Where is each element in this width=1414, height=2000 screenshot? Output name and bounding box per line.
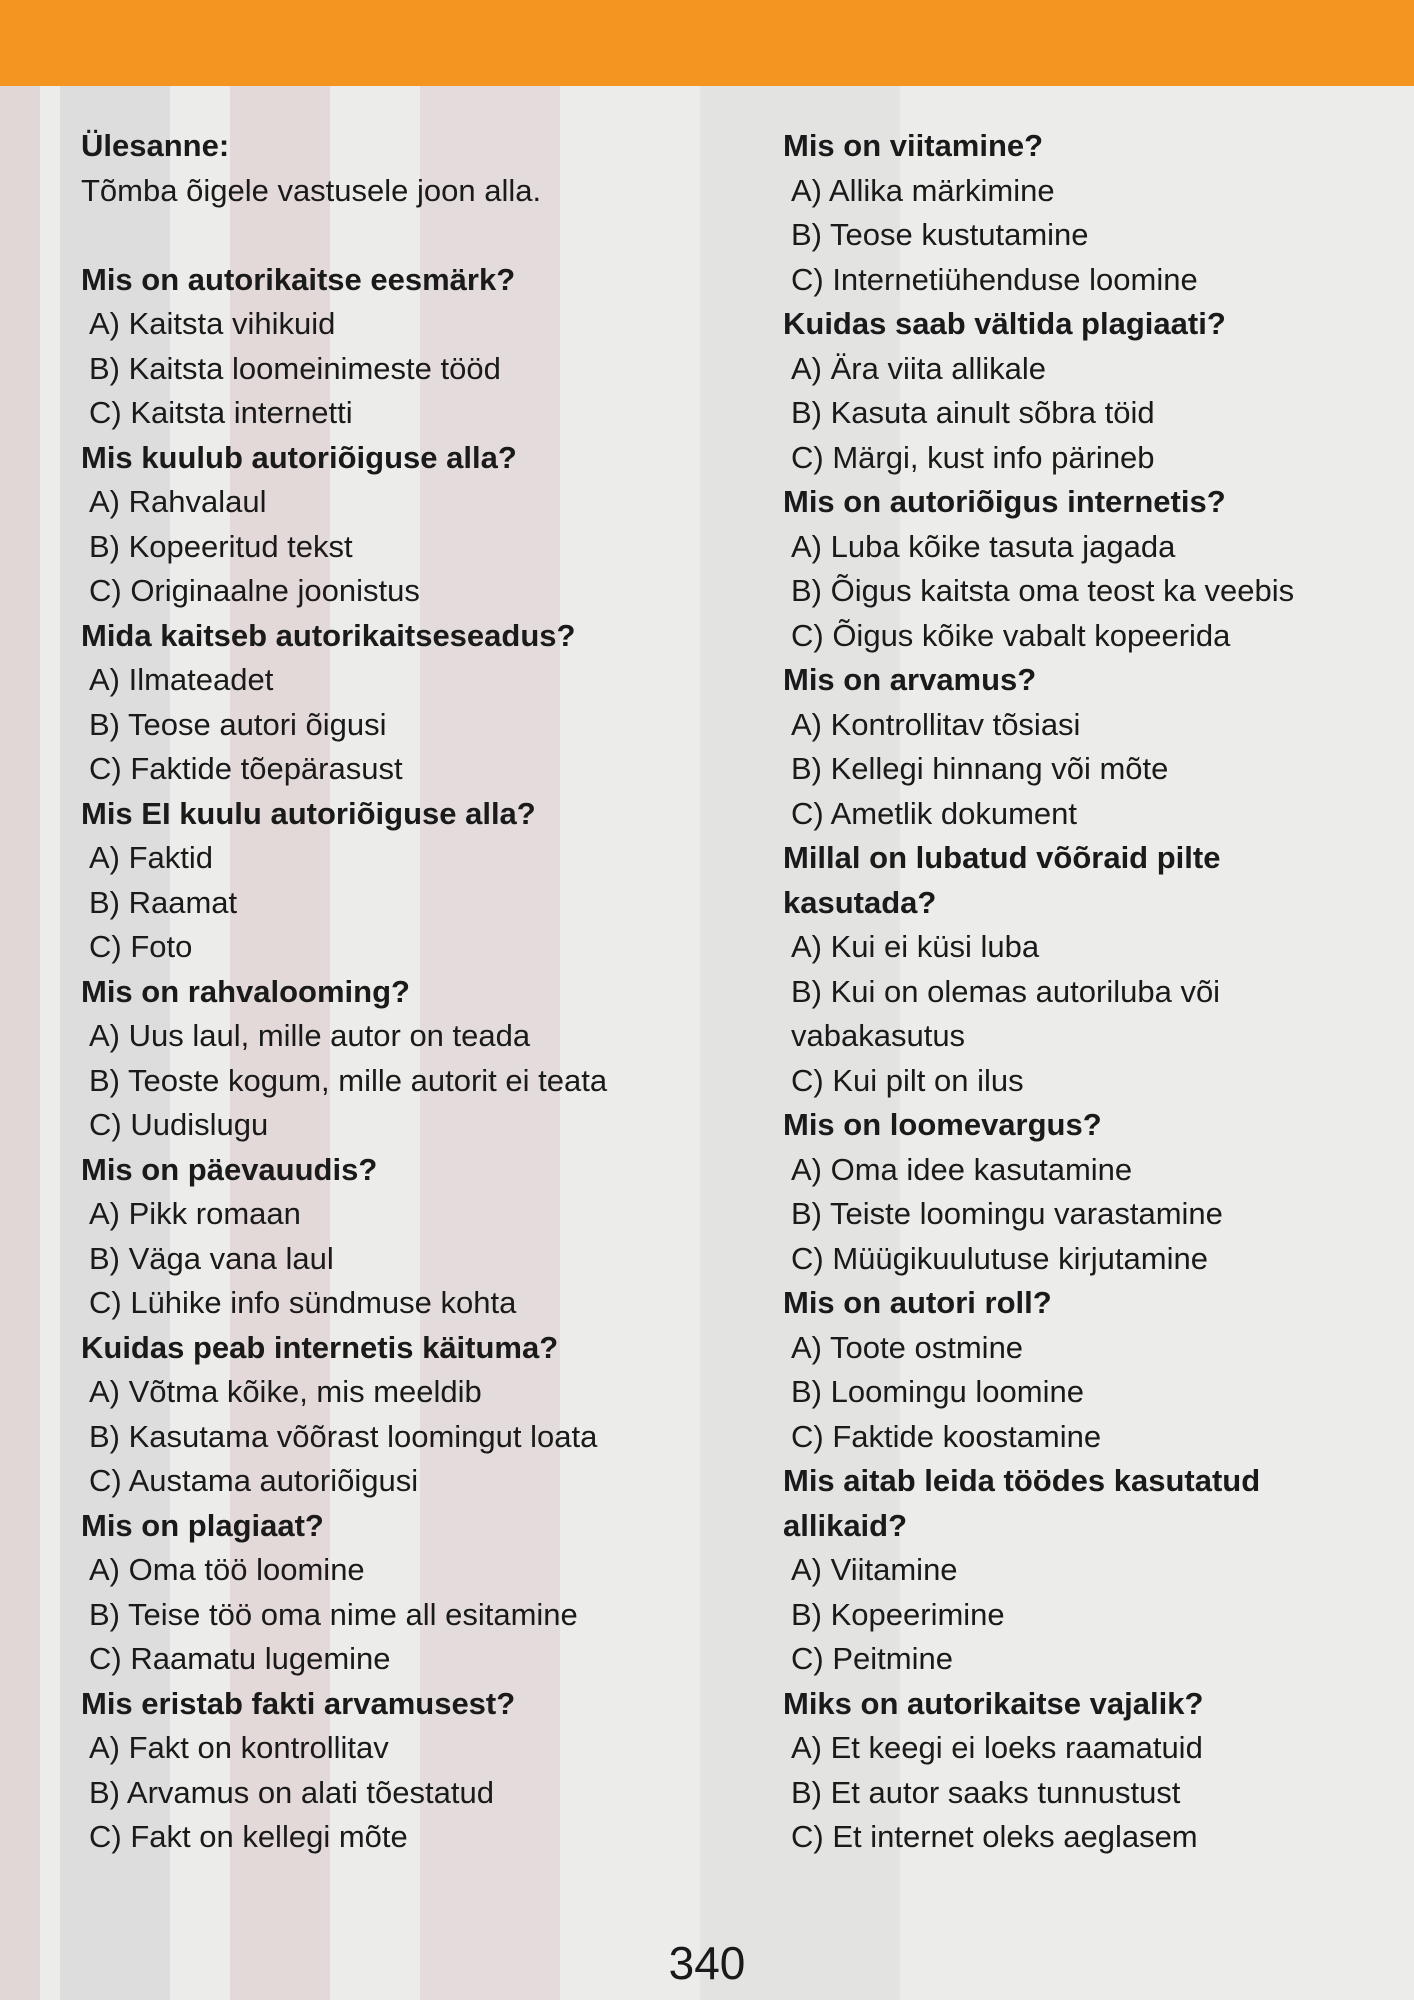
answer-option-a[interactable]: A) Luba kõike tasuta jagada bbox=[791, 528, 1176, 564]
question-block bbox=[783, 1459, 1343, 1682]
answer-option-b[interactable]: B) Teose autori õigusi bbox=[89, 706, 387, 742]
answer-option-c[interactable]: C) Et internet oleks aeglasem bbox=[791, 1819, 1198, 1854]
answer-option-a[interactable]: A) Viitamine bbox=[791, 1552, 958, 1587]
answer-option-a[interactable]: A) Rahvalaul bbox=[89, 484, 267, 519]
question-text: Miks on autorikaitse vajalik? bbox=[783, 1685, 1204, 1721]
question-text: Millal on lubatud võõraid pilte kasutada? bbox=[783, 840, 1221, 920]
task-title: Ülesanne: bbox=[81, 128, 230, 163]
answer-option-a[interactable]: A) Pikk romaan bbox=[89, 1196, 301, 1231]
answer-option-a[interactable]: A) Toote ostmine bbox=[791, 1329, 1024, 1365]
question-block bbox=[783, 1682, 1343, 1860]
answer-option-a[interactable]: A) Võtma kõike, mis meeldib bbox=[89, 1374, 482, 1409]
answer-option-c[interactable]: C) Faktide koostamine bbox=[791, 1418, 1102, 1454]
question-block bbox=[783, 658, 1343, 836]
question-text: Mis on arvamus? bbox=[783, 662, 1037, 697]
answer-option-c[interactable]: C) Müügikuulutuse kirjutamine bbox=[791, 1240, 1208, 1276]
answer-option-a[interactable]: A) Oma töö loomine bbox=[89, 1552, 365, 1587]
question-block bbox=[783, 124, 1343, 302]
answer-option-b[interactable]: B) Kasutama võõrast loomingut loata bbox=[89, 1418, 598, 1454]
answer-option-a[interactable]: A) Kui ei küsi luba bbox=[791, 929, 1040, 964]
answer-option-c[interactable]: C) Peitmine bbox=[791, 1641, 953, 1676]
question-text: Mis on autoriõigus internetis? bbox=[783, 484, 1226, 519]
question-text: Kuidas peab internetis käituma? bbox=[81, 1329, 559, 1365]
answer-option-c[interactable]: C) Kui pilt on ilus bbox=[791, 1062, 1024, 1098]
question-text: Mis on autori roll? bbox=[783, 1285, 1052, 1320]
answer-option-a[interactable]: A) Ilmateadet bbox=[89, 662, 274, 697]
question-text: Mis on päevauudis? bbox=[81, 1151, 378, 1187]
answer-option-a[interactable]: A) Ära viita allikale bbox=[791, 350, 1046, 386]
answer-option-c[interactable]: C) Õigus kõike vabalt kopeerida bbox=[791, 617, 1231, 653]
question-text: Mis kuulub autoriõiguse alla? bbox=[81, 439, 517, 475]
answer-option-b[interactable]: B) Teise töö oma nime all esitamine bbox=[89, 1596, 578, 1632]
answer-option-b[interactable]: B) Kaitsta loomeinimeste tööd bbox=[89, 350, 501, 386]
question-block bbox=[81, 258, 721, 436]
answer-option-b[interactable]: B) Et autor saaks tunnustust bbox=[791, 1774, 1181, 1810]
answer-option-c[interactable]: C) Internetiühenduse loomine bbox=[791, 261, 1198, 297]
answer-option-b[interactable]: B) Raamat bbox=[89, 884, 238, 920]
answer-option-c[interactable]: C) Ametlik dokument bbox=[791, 795, 1077, 831]
answer-option-b[interactable]: B) Teoste kogum, mille autorit ei teata bbox=[89, 1062, 608, 1098]
answer-option-c[interactable]: C) Faktide tõepärasust bbox=[89, 751, 403, 786]
answer-option-b[interactable]: B) Loomingu loomine bbox=[791, 1374, 1084, 1409]
question-block bbox=[783, 1103, 1343, 1281]
right-column bbox=[783, 124, 1343, 1860]
answer-option-b[interactable]: B) Õigus kaitsta oma teost ka veebis bbox=[791, 573, 1295, 608]
right-question-list bbox=[783, 124, 1343, 1860]
answer-option-c[interactable]: C) Märgi, kust info pärineb bbox=[791, 439, 1155, 475]
question-block bbox=[81, 1148, 721, 1326]
answer-option-a[interactable]: A) Et keegi ei loeks raamatuid bbox=[791, 1730, 1203, 1765]
question-block bbox=[783, 836, 1343, 1103]
answer-option-b[interactable]: B) Kopeerimine bbox=[791, 1596, 1005, 1632]
page-number: 340 bbox=[668, 1937, 746, 1989]
answer-option-b[interactable]: B) Väga vana laul bbox=[89, 1240, 334, 1276]
question-block bbox=[81, 1326, 721, 1504]
question-block bbox=[81, 792, 721, 970]
question-text: Mis on plagiaat? bbox=[81, 1507, 324, 1543]
question-text: Mis eristab fakti arvamusest? bbox=[81, 1685, 516, 1721]
answer-option-b[interactable]: B) Teose kustutamine bbox=[791, 217, 1089, 252]
question-text: Mis on loomevargus? bbox=[783, 1107, 1102, 1142]
question-text: Mida kaitseb autorikaitseseadus? bbox=[81, 617, 576, 653]
answer-option-b[interactable]: B) Kellegi hinnang või mõte bbox=[791, 751, 1169, 786]
left-question-list bbox=[81, 258, 721, 1860]
answer-option-a[interactable]: A) Kontrollitav tõsiasi bbox=[791, 706, 1081, 742]
answer-option-c[interactable]: C) Lühike info sündmuse kohta bbox=[89, 1285, 517, 1320]
left-column bbox=[81, 124, 721, 1860]
answer-option-a[interactable]: A) Fakt on kontrollitav bbox=[89, 1730, 389, 1765]
question-block bbox=[81, 436, 721, 614]
answer-option-b[interactable]: B) Kopeeritud tekst bbox=[89, 528, 353, 564]
question-block bbox=[81, 614, 721, 792]
answer-option-a[interactable]: A) Oma idee kasutamine bbox=[791, 1151, 1133, 1187]
answer-option-c[interactable]: C) Uudislugu bbox=[89, 1107, 269, 1142]
orange-header-bar bbox=[0, 0, 1414, 86]
answer-option-c[interactable]: C) Kaitsta internetti bbox=[89, 395, 353, 430]
question-block bbox=[783, 480, 1343, 658]
answer-option-c[interactable]: C) Austama autoriõigusi bbox=[89, 1463, 419, 1498]
answer-option-a[interactable]: A) Allika märkimine bbox=[791, 172, 1055, 208]
question-text: Mis aitab leida töödes kasutatud allikaid? bbox=[783, 1463, 1261, 1543]
question-block bbox=[81, 1504, 721, 1682]
question-text: Mis on rahvalooming? bbox=[81, 973, 410, 1009]
answer-option-c[interactable]: C) Raamatu lugemine bbox=[89, 1641, 391, 1676]
question-text: Mis on autorikaitse eesmärk? bbox=[81, 261, 516, 297]
question-block bbox=[81, 1682, 721, 1860]
answer-option-c[interactable]: C) Foto bbox=[89, 929, 193, 964]
question-block bbox=[783, 302, 1343, 480]
question-block bbox=[81, 970, 721, 1148]
answer-option-a[interactable]: A) Faktid bbox=[89, 840, 214, 875]
answer-option-c[interactable]: C) Originaalne joonistus bbox=[89, 573, 420, 608]
answer-option-c[interactable]: C) Fakt on kellegi mõte bbox=[89, 1819, 408, 1854]
answer-option-b[interactable]: B) Kasuta ainult sõbra töid bbox=[791, 395, 1155, 430]
question-text: Kuidas saab vältida plagiaati? bbox=[783, 306, 1226, 341]
question-text: Mis on viitamine? bbox=[783, 128, 1044, 163]
answer-option-b[interactable]: B) Kui on olemas autoriluba või vabakasutus bbox=[791, 973, 1221, 1053]
answer-option-a[interactable]: A) Kaitsta vihikuid bbox=[89, 306, 336, 341]
question-block bbox=[783, 1281, 1343, 1459]
task-instruction: Tõmba õigele vastusele joon alla. bbox=[81, 172, 542, 208]
answer-option-b[interactable]: B) Arvamus on alati tõestatud bbox=[89, 1774, 494, 1810]
answer-option-a[interactable]: A) Uus laul, mille autor on teada bbox=[89, 1018, 531, 1053]
question-text: Mis EI kuulu autoriõiguse alla? bbox=[81, 795, 536, 831]
answer-option-b[interactable]: B) Teiste loomingu varastamine bbox=[791, 1196, 1223, 1231]
